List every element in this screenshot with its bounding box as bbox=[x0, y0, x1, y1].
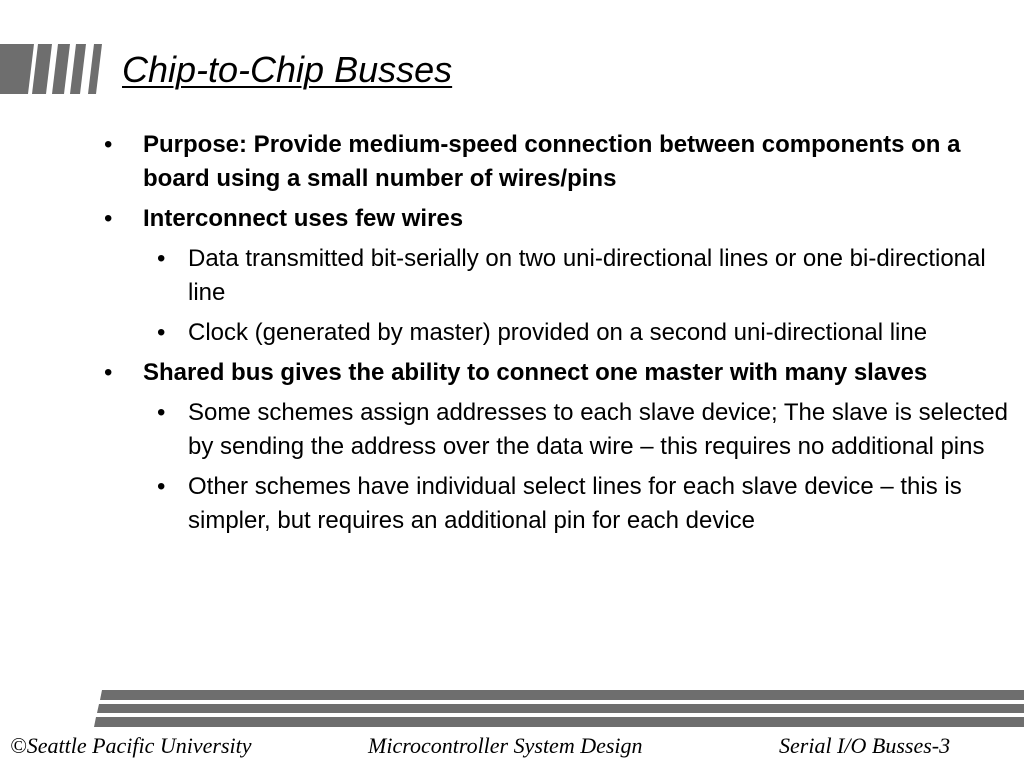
sub-bullet-item bbox=[0, 470, 1024, 538]
bullet-item bbox=[0, 356, 1024, 390]
bullet-dot: • bbox=[104, 131, 113, 158]
bullet-dot: • bbox=[157, 319, 166, 346]
title-bars-logo bbox=[0, 44, 106, 94]
bullet-dot: • bbox=[104, 359, 113, 386]
footer-page-label: Serial I/O Busses-3 bbox=[779, 733, 951, 758]
sub-bullet-text: Clock (generated by master) provided on a second uni-directional line bbox=[188, 319, 928, 346]
bullet-item bbox=[0, 128, 1024, 196]
bullet-dot: • bbox=[157, 245, 166, 272]
footer-copyright: ©Seattle Pacific University bbox=[10, 733, 252, 758]
slide-footer bbox=[0, 730, 1024, 762]
sub-bullet-item bbox=[0, 396, 1024, 464]
bullet-dot: • bbox=[157, 399, 166, 426]
sub-bullet-item bbox=[0, 316, 1024, 350]
bullet-item bbox=[0, 202, 1024, 236]
slide-title: Chip-to-Chip Busses bbox=[122, 49, 453, 90]
bullet-text: Purpose: Provide medium-speed connection between components on a board using a small number of wires/pins bbox=[143, 131, 961, 192]
footer-course-title: Microcontroller System Design bbox=[368, 733, 643, 758]
sub-bullet-text: Some schemes assign addresses to each slave device; The slave is selected by sending the address over the data wire – this requires no additional pins bbox=[188, 399, 1008, 460]
sub-bullet-text: Data transmitted bit-serially on two uni-directional lines or one bi-directional line bbox=[188, 245, 986, 306]
sub-bullet-item bbox=[0, 242, 1024, 310]
bullet-text: Shared bus gives the ability to connect one master with many slaves bbox=[143, 359, 928, 386]
bullet-text: Interconnect uses few wires bbox=[143, 205, 464, 232]
footer-divider-lines bbox=[94, 690, 1024, 728]
bullet-dot: • bbox=[157, 473, 166, 500]
sub-bullet-text: Other schemes have individual select lines for each slave device – this is simpler, but requires an additional pin for each device bbox=[188, 473, 962, 534]
bullet-list bbox=[0, 128, 1024, 544]
bullet-dot: • bbox=[104, 205, 113, 232]
